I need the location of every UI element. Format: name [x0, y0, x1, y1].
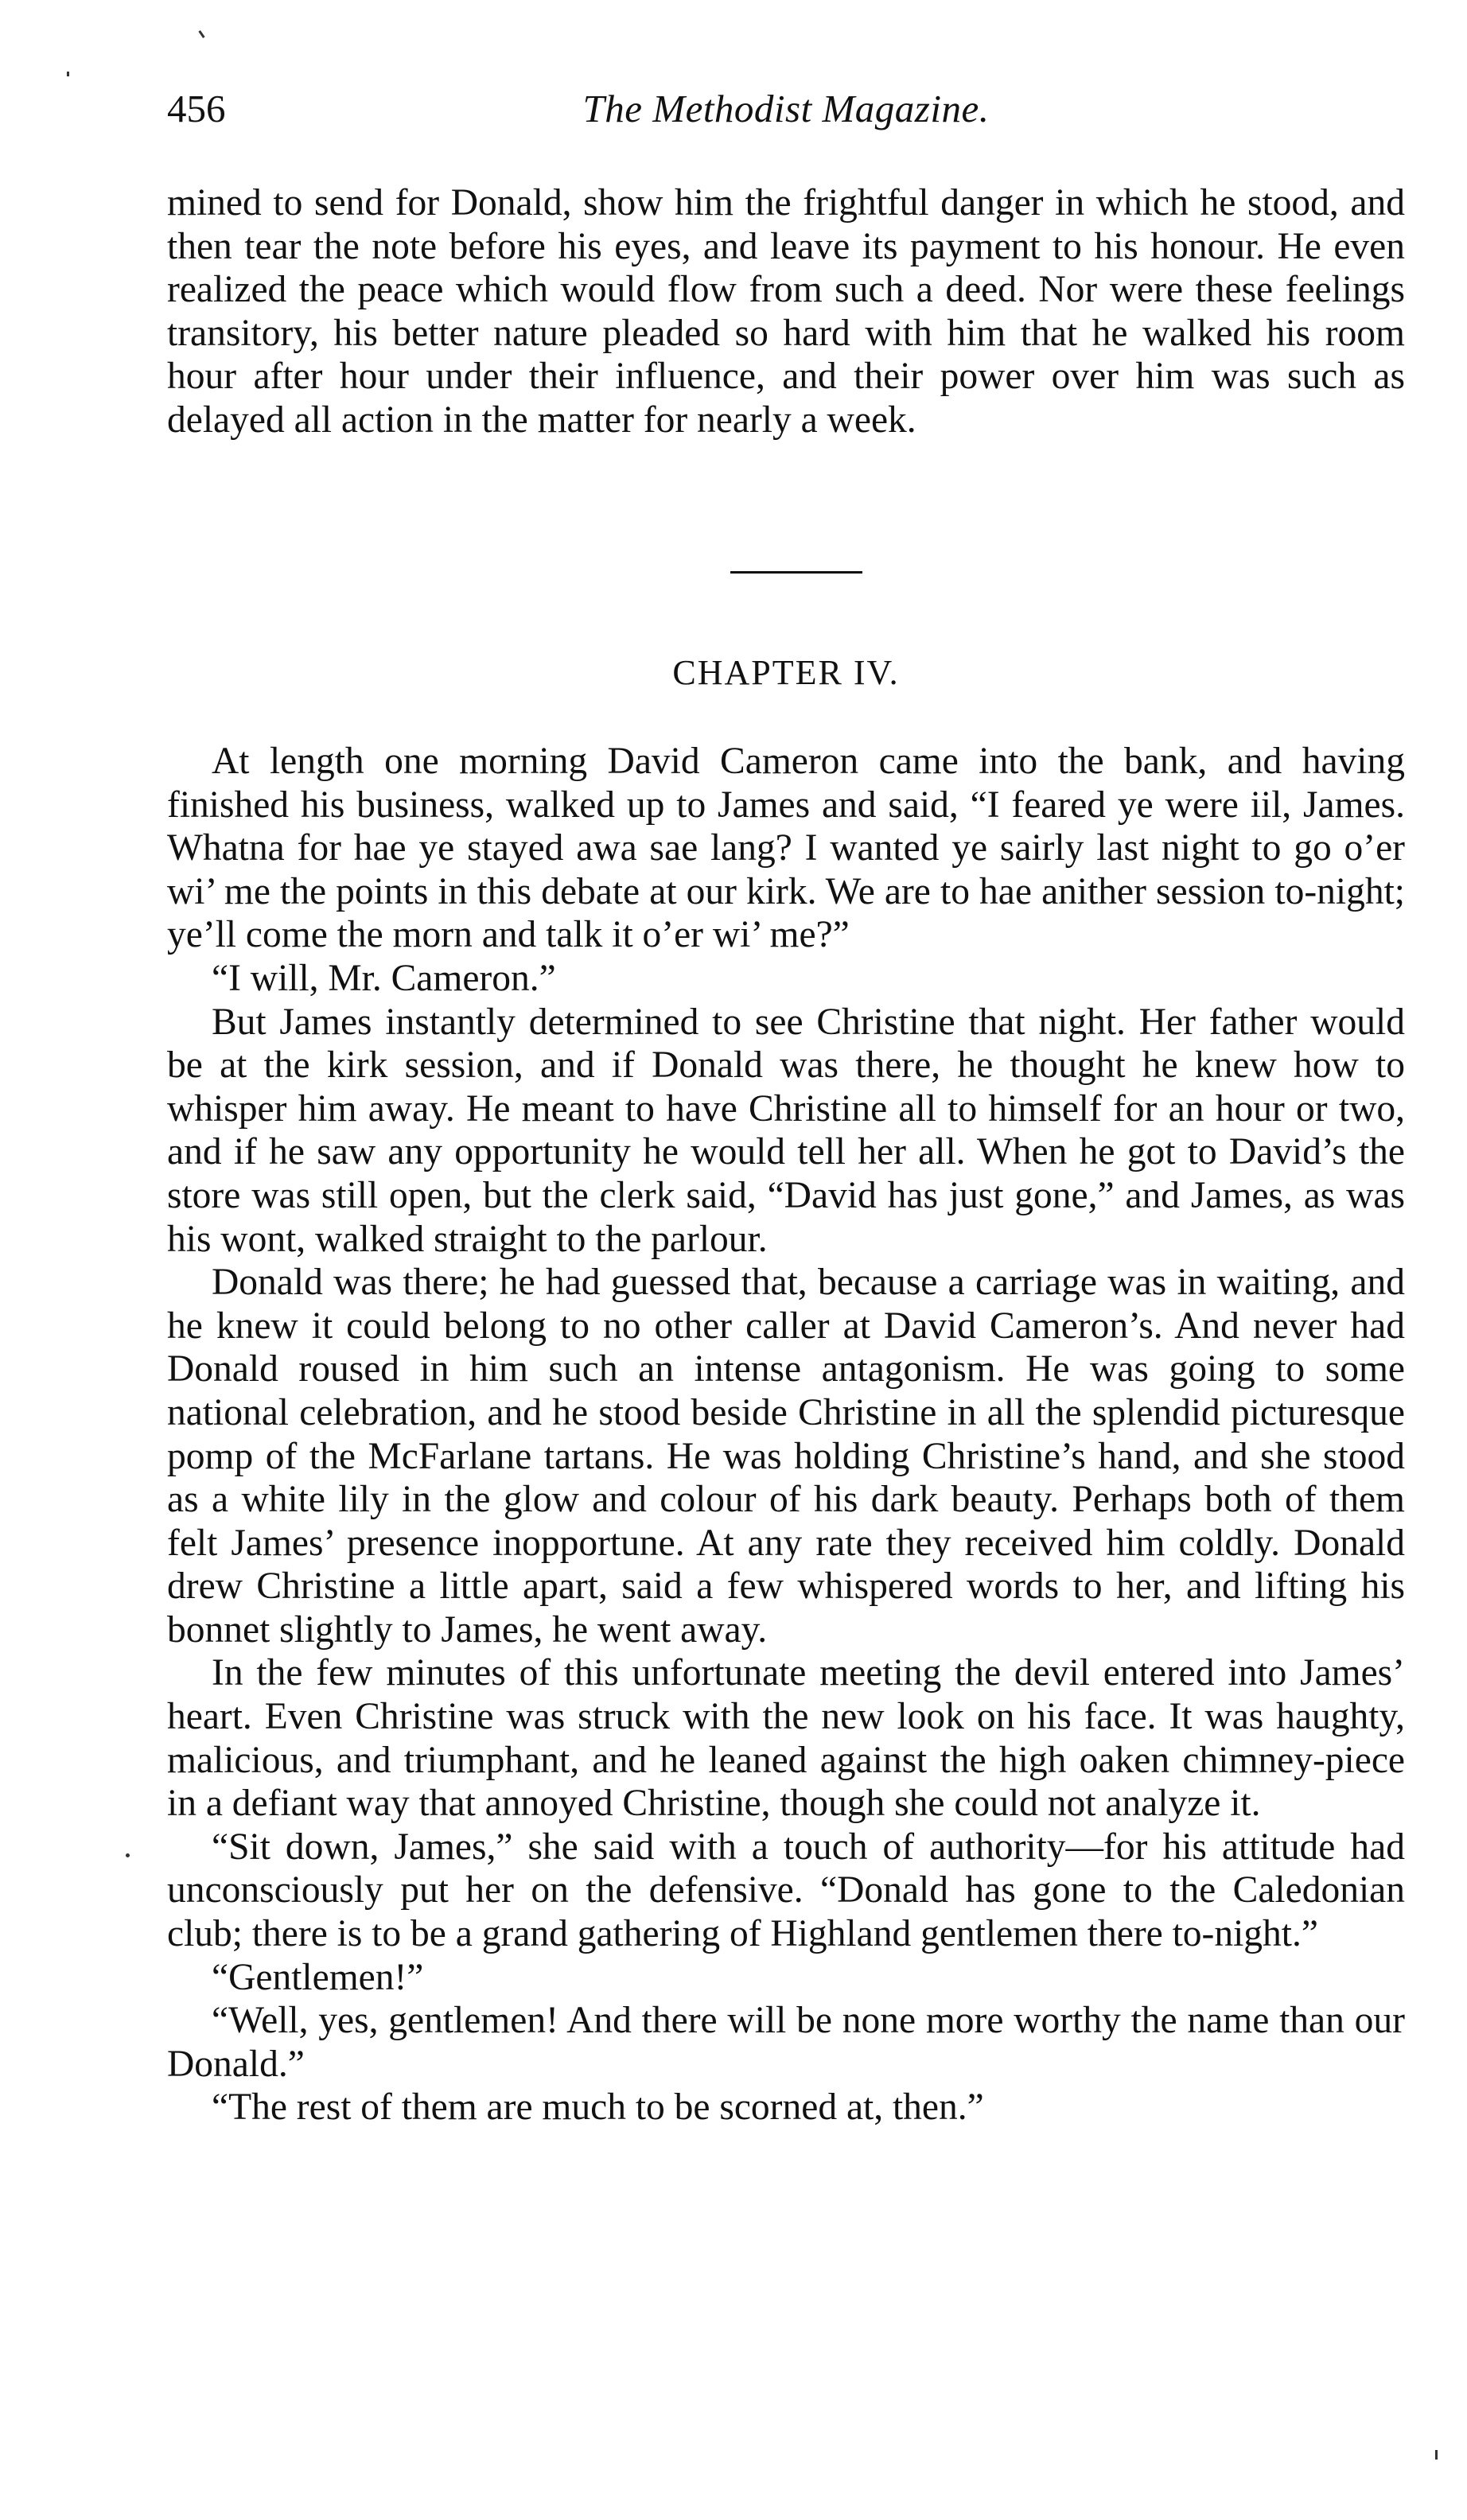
paragraph: “Sit down, James,” she said with a touch of authority—for his attitude had unconsciously put her on the defensive. “Donald has gone to the Caledonian club; there is to be a grand gathering of Highland gentlemen there to-night.” [167, 1826, 1405, 1955]
opening-text [167, 181, 1405, 442]
scan-speck [126, 1853, 130, 1857]
running-head [167, 86, 1405, 142]
paragraph: Donald was there; he had guessed that, because a carriage was in waiting, and he knew it could belong to no other caller at David Cameron’s. And never had Donald roused in him such an intense antagonism. He was going to some national celebration, and he stood beside Christine in all the splendid picturesque pomp of the McFarlane tartans. He was holding Christine’s hand, and she stood as a white lily in the glow and colour of his dark beauty. Perhaps both of them felt James’ presence inopportune. At any rate they received him coldly. Donald drew Christine a little apart, said a few whispered words to her, and lifting his bonnet slightly to James, he went away. [167, 1262, 1405, 1651]
paragraph: But James instantly determined to see Christine that night. Her father would be at the kirk session, and if Donald was there, he thought he knew how to whisper him away. He meant to have Christine all to himself for an hour or two, and if he saw any opportunity he would tell her all. When he got to David’s the store was still open, but the clerk said, “David has just gone,” and James, as was his wont, walked straight to the parlour. [167, 1001, 1405, 1260]
scan-speck [198, 30, 204, 38]
chapter-heading: CHAPTER IV. [672, 653, 900, 692]
paragraph: “The rest of them are much to be scorned at, then.” [212, 2086, 984, 2129]
page-number: 456 [167, 87, 226, 130]
paragraph: In the few minutes of this unfortunate meeting the devil entered into James’ heart. Even Christine was struck with the new look on his face. It was haughty, malicious, and triumphant, and he leaned against the high oaken chimney-piece in a defiant way that annoyed Christine, though she could not analyze it. [167, 1652, 1405, 1825]
journal-title: The Methodist Magazine. [582, 87, 990, 130]
paragraph: “I will, Mr. Cameron.” [212, 957, 556, 999]
scan-speck [1435, 2450, 1438, 2460]
paragraph: At length one morning David Cameron came into the bank, and having finished his business, walked up to James and said, “I feared ye were iil, James. Whatna for hae ye stayed awa sae lang? I wanted ye sairly last night to go o’er wi’ me the points in this debate at our kirk. We are to hae anither session to-night; ye’ll come the morn and talk it o’er wi’ me?” [167, 741, 1405, 956]
chapter-body [167, 740, 1405, 2129]
paragraph: “Well, yes, gentlemen! And there will be none more worthy the name than our Donald.” [167, 2000, 1405, 2085]
paragraph: “Gentlemen!” [212, 1956, 424, 1998]
scan-speck [67, 72, 69, 76]
section-divider [730, 571, 862, 574]
opening-paragraph: mined to send for Donald, show him the frightful danger in which he stood, and then tear the note before his eyes, and leave its payment to his honour. He even realized the peace which would flow from such a deed. Nor were these feelings transitory, his better nature pleaded so hard with him that he walked his room hour after hour under their influence, and their power over him was such as delayed all action in the matter for nearly a week. [167, 182, 1405, 441]
